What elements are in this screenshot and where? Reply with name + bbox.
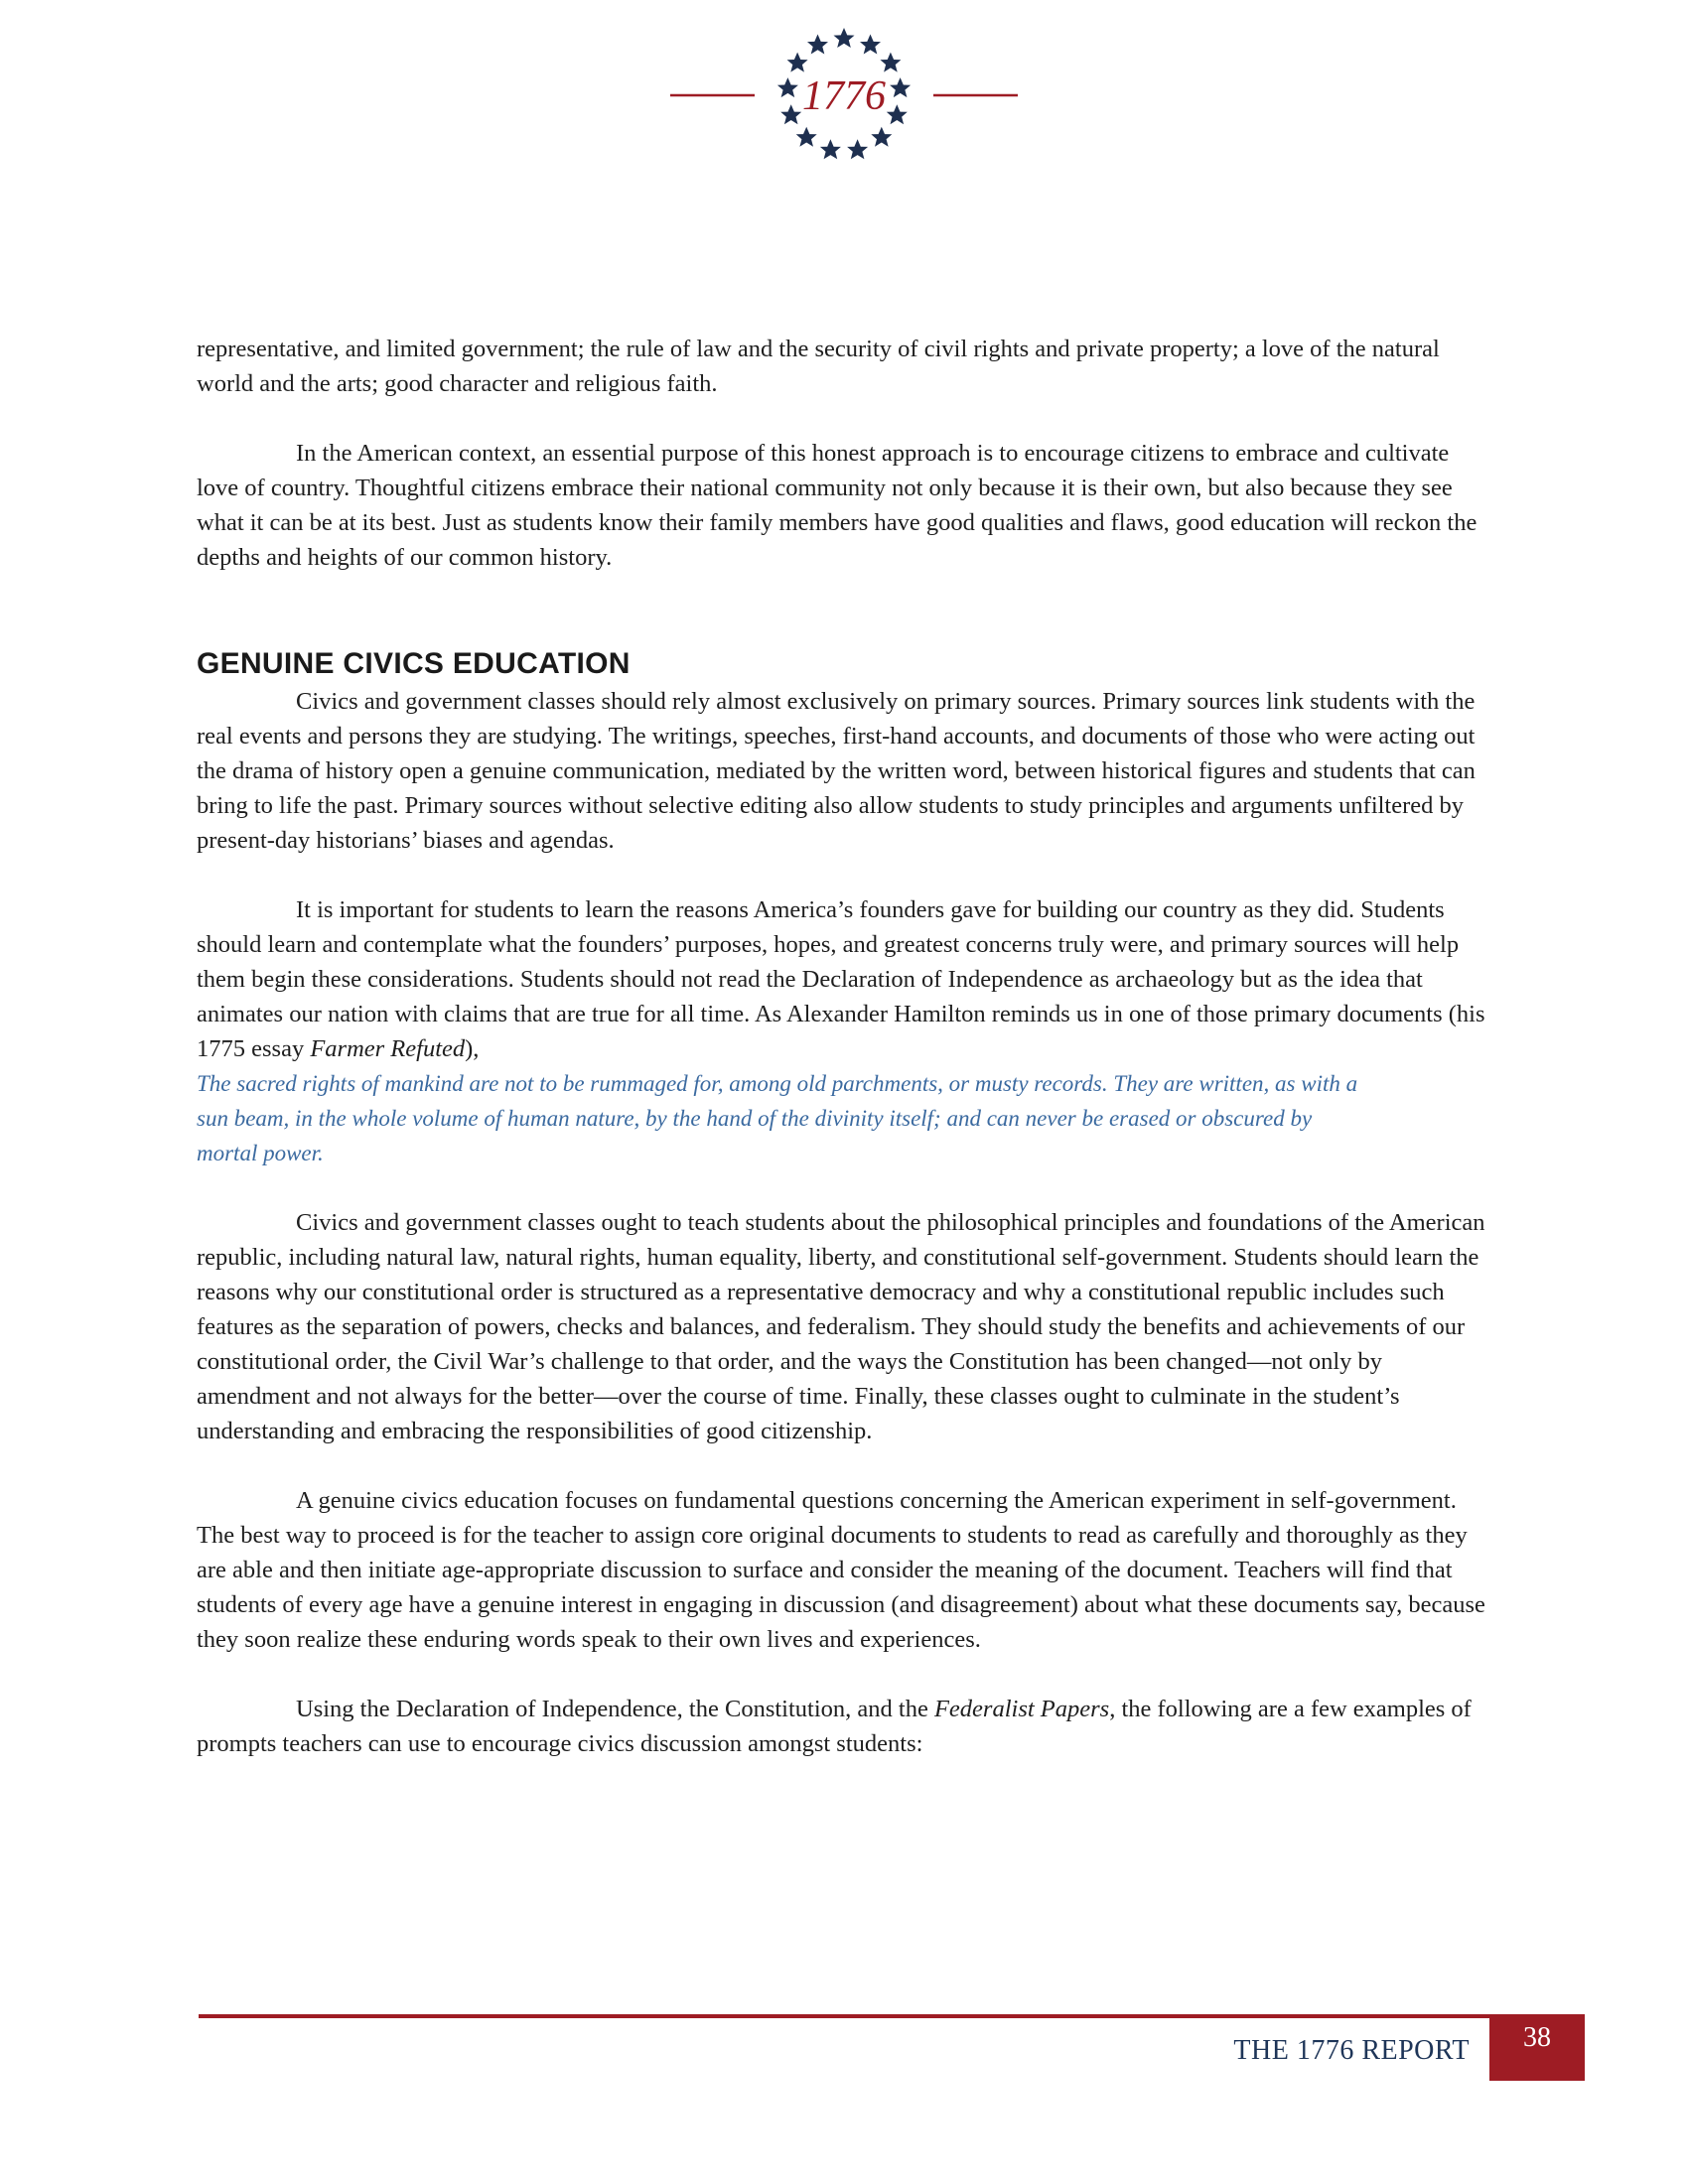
star-icon [820,139,841,159]
logo-text: 1776 [802,73,886,119]
italic-title: Farmer Refuted [310,1035,466,1062]
paragraph-text: Using the Declaration of Independence, the Constitution, and the [296,1696,934,1722]
paragraph: A genuine civics education focuses on fundamental questions concerning the American experiment in self-government. The best way to proceed is for the teacher to assign core original documents to students to read as carefully and thoroughly as they are able and then initiate age-appropriate discussion to surface and consider the meaning of the document. Teachers will find that students of every age have a genuine interest in engaging in discussion (and disagreement) about what these documents say, because they soon realize these enduring words speak to their own lives and experiences. [197,1487,1485,1653]
paragraph [197,1692,1487,1761]
footer-rule [199,2014,1489,2018]
paragraph-text: ), [465,1035,480,1062]
section-heading: GENUINE CIVICS EDUCATION [197,647,631,680]
star-icon [887,104,908,124]
paragraph: Civics and government classes ought to teach students about the philosophical principles and foundations of the American republic, including natural law, natural rights, human equality, liberty, and constitutional self-government. Students should learn the reasons why our constitutional order is structured as a representative democracy and why a constitutional republic includes such features as the separation of powers, checks and balances, and federalism. They should study the benefits and achievements of our constitutional order, the Civil War’s challenge to that order, and the ways the Constitution has been changed—not only by amendment and not always for the better—over the course of time. Finally, these classes ought to culminate in the student’s understanding and embracing the responsibilities of good citizenship. [197,1209,1485,1444]
star-icon [847,139,868,159]
paragraph: Civics and government classes should rely almost exclusively on primary sources. Primary sources link students with the real events and persons they are studying. The writings, speeches, first-hand accounts, and documents of those who were acting out the drama of history open a genuine communication, mediated by the written word, between historical figures and students that can bring to life the past. Primary sources without selective editing also allow students to study principles and arguments unfiltered by present-day historians’ biases and agendas. [197,688,1476,854]
paragraph-text: , the following are a few examples of prompts teachers can use to encourage civics discussion amongst students: [197,1696,1472,1757]
block-quote: The sacred rights of mankind are not to be rummaged for, among old parchments, or musty records. They are written, as with a sun beam, in the whole volume of human nature, by the hand of the divinity itself; and can never be erased or obscured by mortal power. [197,1071,1358,1165]
paragraph: In the American context, an essential purpose of this honest approach is to encourage citizens to embrace and cultivate love of country. Thoughtful citizens embrace their national community not only because it is their own, but also because they see what it can be at its best. Just as students know their family members have good qualities and flaws, good education will reckon the depths and heights of our common history. [197,440,1477,571]
star-icon [890,77,911,97]
document-body [197,332,1487,1761]
star-icon [787,53,808,72]
footer-title: THE 1776 REPORT [1233,2035,1470,2066]
star-icon [834,28,855,48]
star-icon [780,104,801,124]
paragraph: representative, and limited government; the rule of law and the security of civil rights and private property; a love of the natural world and the arts; good character and religious faith. [197,336,1440,397]
star-icon [880,53,901,72]
star-icon [796,127,817,147]
star-icon [871,127,892,147]
circle-of-stars-icon [665,28,1023,177]
paragraph-text: It is important for students to learn the reasons America’s founders gave for building our country as they did. Students should learn and contemplate what the founders’ purposes, hopes, and greatest concerns truly were, and primary sources will help them begin these considerations. Students should not read the Declaration of Independence as archaeology but as the idea that animates our nation with claims that are true for all time. As Alexander Hamilton reminds us in one of those primary documents (his 1775 essay [197,896,1485,1062]
page-number: 38 [1489,2014,1585,2081]
star-icon [777,77,798,97]
star-icon [807,35,828,55]
paragraph [197,892,1487,1066]
star-icon [860,35,881,55]
italic-title: Federalist Papers [933,1696,1110,1722]
